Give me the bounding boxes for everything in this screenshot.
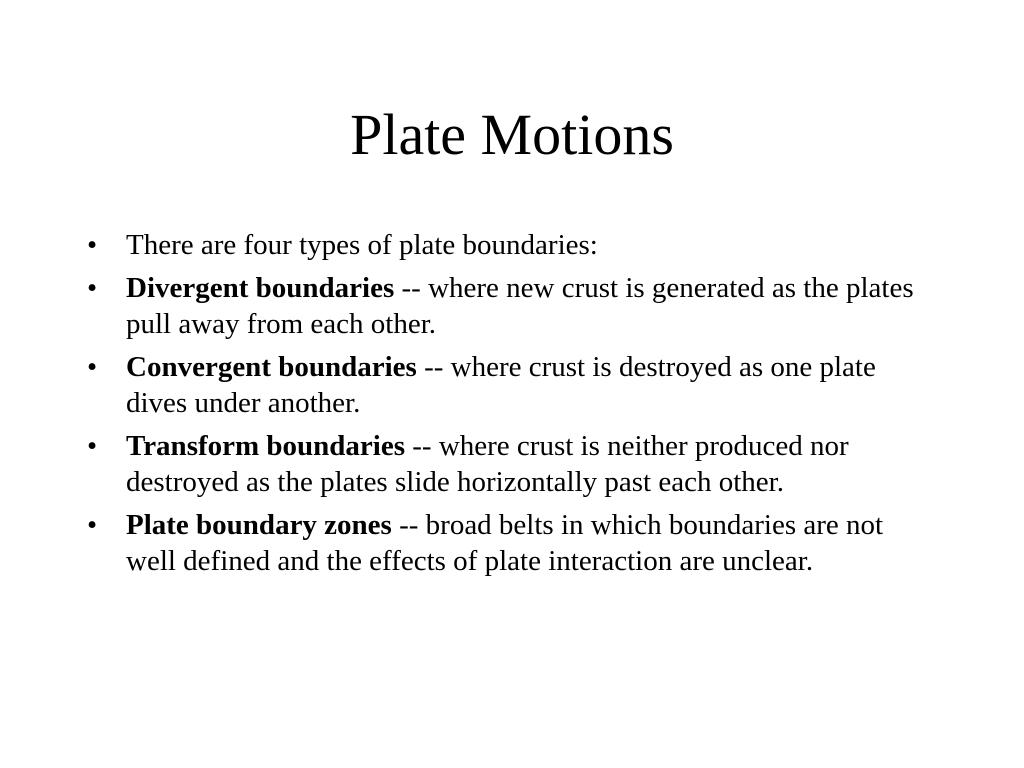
bullet-text: -- where new crust is generated as the plates pull away from each other. (126, 272, 914, 340)
bullet-item (0, 428, 940, 500)
bullet-item (0, 349, 940, 421)
bullet-icon: • (87, 229, 98, 261)
bullet-text: -- where crust is neither produced nor destroyed as the plates slide horizontally past each other. (126, 430, 849, 498)
bullet-term: Plate boundary zones (126, 509, 392, 541)
bullet-item (0, 270, 940, 342)
bullet-icon: • (87, 509, 98, 541)
bullet-item (0, 507, 940, 579)
bullet-text: -- where crust is destroyed as one plate dives under another. (126, 351, 876, 419)
bullet-list (0, 227, 1024, 586)
bullet-term: Divergent boundaries (126, 272, 395, 304)
bullet-text: There are four types of plate boundaries: (126, 229, 598, 261)
bullet-icon: • (87, 272, 98, 304)
bullet-term: Transform boundaries (126, 430, 406, 462)
bullet-icon: • (87, 351, 98, 383)
bullet-term: Convergent boundaries (126, 351, 417, 383)
bullet-item (0, 227, 940, 263)
bullet-text: -- broad belts in which boundaries are not well defined and the effects of plate interaction are unclear. (126, 509, 884, 577)
slide-title: Plate Motions (350, 102, 674, 167)
bullet-icon: • (87, 430, 98, 462)
